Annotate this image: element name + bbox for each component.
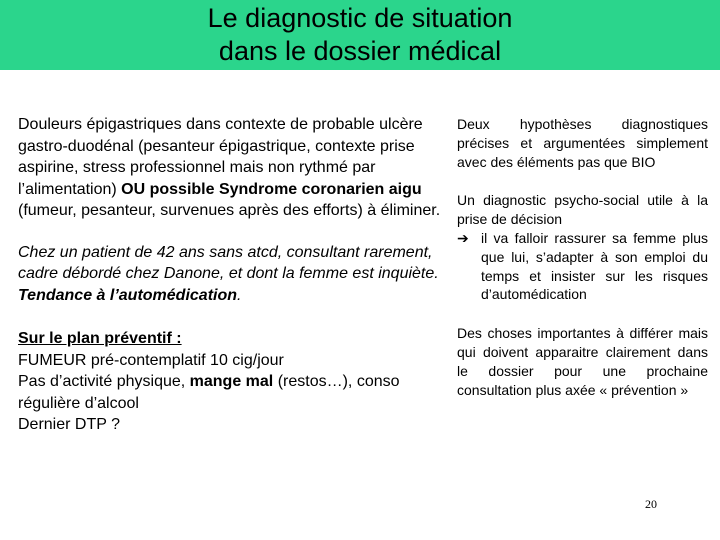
- slide-title: [0, 0, 720, 68]
- title-bar: [0, 0, 720, 70]
- context-paragraph: [18, 242, 458, 307]
- comment-psychosocial: Un diagnostic psycho-social utile à la prise de décision: [457, 192, 708, 228]
- comment-arrow-item: [457, 229, 708, 304]
- diagnosis-paragraph: [18, 114, 458, 222]
- diagnosis-text: Douleurs épigastriques dans contexte de probable ulcère gastro-duodénal (pesanteur épigastrique, contexte prise aspirine, stress professionnel mais non rythmé par l’alimentation): [18, 116, 423, 198]
- prevention-heading: Sur le plan préventif :: [18, 330, 182, 347]
- commentary-panel: [450, 110, 720, 540]
- diagnosis-highlight: OU possible Syndrome coronarien aigu: [121, 180, 422, 198]
- arrow-icon: ➔: [457, 229, 469, 246]
- comment-reassure: il va falloir rassurer sa femme plus que lui, s’adapter à son emploi du temps et insister sur les risques d’automédication: [481, 229, 708, 303]
- comment-prevention: Des choses importantes à différer mais qui doivent apparaitre clairement dans le dossier pour une prochaine consultation plus axée « prévention »: [457, 325, 708, 398]
- prevention-paragraph: [18, 328, 458, 436]
- comment-hypotheses: Deux hypothèses diagnostiques précises et argumentées simplement avec des éléments pas que BIO: [457, 116, 708, 170]
- prevention-smoker: FUMEUR pré-contemplatif 10 cig/jour: [18, 351, 284, 369]
- context-highlight: Tendance à l’automédication: [18, 286, 238, 304]
- prevention-dtp: Dernier DTP ?: [18, 416, 120, 433]
- case-summary: [18, 114, 458, 436]
- title-line-1: Le diagnostic de situation: [207, 3, 513, 33]
- page-number: 20: [645, 497, 657, 511]
- prevention-highlight: mange mal: [189, 373, 274, 390]
- context-text: Chez un patient de 42 ans sans atcd, consultant rarement, cadre débordé chez Danone, et dont la femme est inquiète.: [18, 243, 439, 282]
- context-period: .: [237, 286, 242, 304]
- prevention-alcohol: (restos…), conso régulière d’alcool: [18, 373, 400, 412]
- prevention-activity: Pas d’activité physique,: [18, 373, 190, 390]
- diagnosis-text-end: (fumeur, pesanteur, survenues après des efforts) à éliminer.: [18, 202, 441, 219]
- title-line-2: dans le dossier médical: [218, 36, 502, 66]
